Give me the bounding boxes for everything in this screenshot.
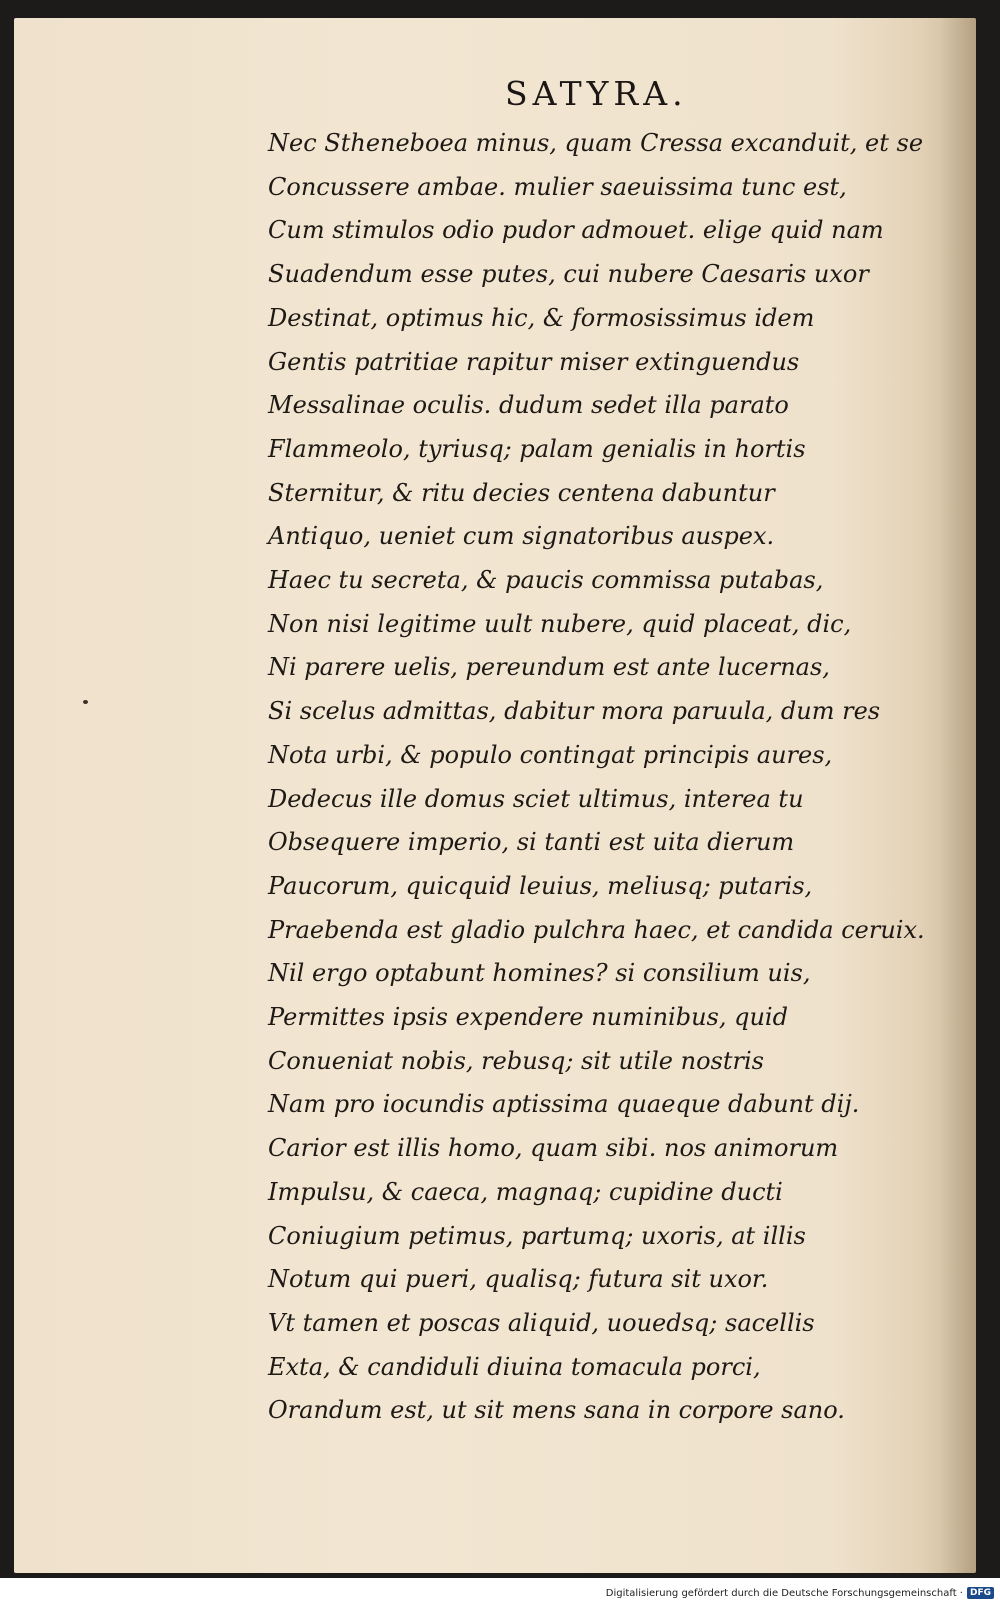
running-head: SATYRA. <box>505 74 688 113</box>
verse-line: Vt tamen et poscas aliquid, uouedsq; sacellis <box>268 1308 815 1337</box>
marginal-ink-dot <box>83 700 88 704</box>
footer-credit: Digitalisierung gefördert durch die Deutsche Forschungsgemeinschaft · <box>605 1587 963 1599</box>
verse-line: Exta, & candiduli diuina tomacula porci, <box>268 1352 761 1381</box>
verse-line: Carior est illis homo, quam sibi. nos animorum <box>268 1134 839 1163</box>
verse-line: Notum qui pueri, qualisq; futura sit uxor. <box>268 1265 769 1294</box>
verse-line: Nam pro iocundis aptissima quaeque dabunt dij. <box>268 1090 860 1119</box>
verse-line: Impulsu, & caeca, magnaq; cupidine ducti <box>268 1177 783 1206</box>
verse-line: Sternitur, & ritu decies centena dabuntur <box>268 478 775 507</box>
verse-line: Orandum est, ut sit mens sana in corpore sano. <box>268 1396 845 1425</box>
verse-line: Non nisi legitime uult nubere, quid placeat, dic, <box>268 609 852 638</box>
verse-line: Si scelus admittas, dabitur mora paruula, dum res <box>268 697 881 726</box>
verse-line: Haec tu secreta, & paucis commissa putabas, <box>268 566 824 595</box>
verse-line: Concussere ambae. mulier saeuissima tunc est, <box>268 172 847 201</box>
verse-line: Messalinae oculis. dudum sedet illa parato <box>268 391 789 420</box>
verse-line: Nec Stheneboea minus, quam Cressa excanduit, et se <box>268 129 924 157</box>
verse-line: Nil ergo optabunt homines? si consilium uis, <box>268 959 811 988</box>
verse-line: Antiquo, ueniet cum signatoribus auspex. <box>268 522 775 551</box>
verse-line: Coniugium petimus, partumq; uxoris, at illis <box>268 1221 806 1250</box>
verse-line: Praebenda est gladio pulchra haec, et candida ceruix. <box>268 915 925 944</box>
verse-block <box>268 122 948 1433</box>
verse-line: Conueniat nobis, rebusq; sit utile nostris <box>268 1046 764 1075</box>
verse-line: Destinat, optimus hic, & formosissimus idem <box>268 303 815 332</box>
dfg-logo: DFG <box>967 1587 994 1599</box>
digitization-footer <box>606 1587 994 1599</box>
verse-line: Permittes ipsis expendere numinibus, quid <box>268 1003 788 1032</box>
verse-line: Suadendum esse putes, cui nubere Caesaris uxor <box>268 260 869 289</box>
verse-line: Cum stimulos odio pudor admouet. elige quid nam <box>268 216 884 245</box>
verse-line: Gentis patritiae rapitur miser extinguendus <box>268 347 800 376</box>
verse-line: Flammeolo, tyriusq; palam genialis in hortis <box>268 434 806 463</box>
verse-line: Nota urbi, & populo contingat principis aures, <box>268 740 833 769</box>
verse-line: Obsequere imperio, si tanti est uita dierum <box>268 828 795 857</box>
verse-line: Paucorum, quicquid leuius, meliusq; putaris, <box>268 871 813 900</box>
verse-line: Ni parere uelis, pereundum est ante lucernas, <box>268 653 830 682</box>
verse-line: Dedecus ille domus sciet ultimus, interea tu <box>268 784 804 813</box>
